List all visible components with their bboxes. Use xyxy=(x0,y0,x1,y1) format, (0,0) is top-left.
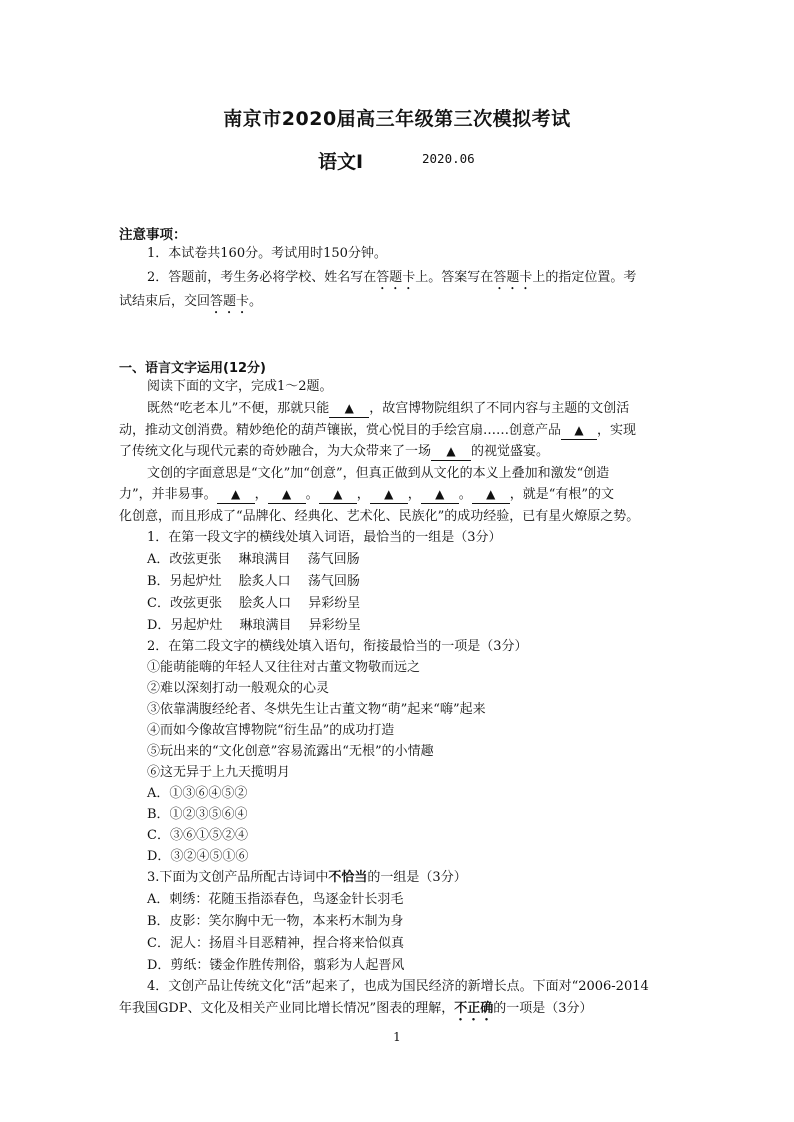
blank-marker: ▲ xyxy=(344,401,354,415)
notice-item-2: 2．答题前，考生务必将学校、姓名写在答题卡上。答案写在答题卡上的指定位置。考 xyxy=(147,270,637,285)
q2-sentence-2: ②难以深刻打动一般观众的心灵 xyxy=(147,681,330,696)
exam-date: 2020.06 xyxy=(422,151,475,166)
blank-marker: ▲ xyxy=(333,487,343,501)
q2-sentence-6: ⑥这无异于上九天揽明月 xyxy=(147,765,291,780)
q2-stem: 2．在第二段文字的横线处填入语句，衔接最恰当的一项是（3分） xyxy=(147,639,528,654)
q2-option-a: A．①③⑥④⑤② xyxy=(147,786,248,801)
q2-sentence-4: ④而如今像故宫博物院“衍生品”的成功打造 xyxy=(147,723,395,738)
passage-p2-line3: 化创意，而且形成了“品牌化、经典化、艺术化、民族化”的成功经验，已有星火燎原之势。 xyxy=(119,509,640,524)
passage-p1-line1: 既然“吃老本儿”不便，那就只能 ▲ ，故宫博物院组织了不同内容与主题的文创活 xyxy=(147,401,630,416)
blank-marker: ▲ xyxy=(486,487,496,501)
q1-option-b: B．另起炉灶 脍炙人口 荡气回肠 xyxy=(147,574,360,589)
q1-option-a: A．改弦更张 琳琅满目 荡气回肠 xyxy=(147,552,360,567)
answer-blank xyxy=(431,443,471,461)
q1-stem: 1．在第一段文字的横线处填入词语，最恰当的一组是（3分） xyxy=(147,530,502,545)
q2-sentence-3: ③依靠满腹经纶者、冬烘先生让古董文物“萌”起来“嗨”起来 xyxy=(147,702,486,717)
notice-item-1: 1．本试卷共160分。考试用时150分钟。 xyxy=(147,246,387,261)
passage-p2-line1: 文创的字面意思是“文化”加“创意”，但真正做到从文化的本义上叠加和激发“创造 xyxy=(147,466,610,481)
answer-blank xyxy=(329,400,369,418)
q4-stem-line2: 年我国GDP、文化及相关产业同比增长情况”图表的理解，不正确的一项是（3分） xyxy=(119,1001,593,1016)
blank-marker: ▲ xyxy=(231,487,241,501)
answer-blank xyxy=(472,486,510,504)
q2-option-d: D．③②④⑤①⑥ xyxy=(147,849,249,864)
q2-option-c: C．③⑥①⑤②④ xyxy=(147,828,248,843)
answer-blank xyxy=(319,486,357,504)
q4-stem-line1: 4．文创产品让传统文化“活”起来了，也成为国民经济的新增长点。下面对“2006-2014 xyxy=(147,979,649,994)
notice-item-2-cont: 试结束后，交回答题卡。 xyxy=(119,294,263,309)
blank-marker: ▲ xyxy=(446,444,456,458)
q2-sentence-5: ⑤玩出来的“文化创意”容易流露出“无根”的小情趣 xyxy=(147,744,434,759)
page-number: 1 xyxy=(393,1030,401,1044)
answer-blank xyxy=(370,486,408,504)
answer-blank xyxy=(561,422,597,440)
passage-p1-line3: 了传统文化与现代元素的奇妙融合，为大众带来了一场 ▲ 的视觉盛宴。 xyxy=(119,444,550,459)
answer-blank xyxy=(421,486,459,504)
notice-heading: 注意事项： xyxy=(119,227,187,243)
section-intro: 阅读下面的文字，完成1～2题。 xyxy=(147,379,333,394)
blank-marker: ▲ xyxy=(435,487,445,501)
blank-marker: ▲ xyxy=(282,487,292,501)
q1-option-d: D．另起炉灶 琳琅满目 异彩纷呈 xyxy=(147,618,361,633)
q3-stem: 3.下面为文创产品所配古诗词中不恰当的一组是（3分） xyxy=(147,870,467,885)
q2-sentence-1: ①能萌能嗨的年轻人又往往对古董文物敬而远之 xyxy=(147,660,421,675)
answer-blank xyxy=(268,486,306,504)
q3-option-b: B．皮影：笑尔胸中无一物，本来朽木制为身 xyxy=(147,914,404,929)
blank-marker: ▲ xyxy=(384,487,394,501)
q3-option-d: D．剪纸：镂金作胜传荆俗，翦彩为人起晋风 xyxy=(147,958,405,973)
answer-blank xyxy=(217,486,255,504)
q1-option-c: C．改弦更张 脍炙人口 异彩纷呈 xyxy=(147,596,361,611)
blank-marker: ▲ xyxy=(574,423,584,437)
exam-title: 南京市2020届高三年级第三次模拟考试 xyxy=(223,108,571,130)
subject-label: 语文Ⅰ xyxy=(318,151,364,173)
q3-option-a: A．刺绣：花随玉指添春色，鸟逐金针长羽毛 xyxy=(147,892,404,907)
q2-option-b: B．①②③⑤⑥④ xyxy=(147,807,248,822)
passage-p2-line2: 力”，并非易事。 ▲ ， ▲ 。 ▲ ， ▲ ， ▲ 。 ▲ ，就是“有根”的文 xyxy=(119,487,615,502)
passage-p1-line2: 动，推动文创消费。精妙绝伦的葫芦镶嵌，赏心悦目的手绘宫扇……创意产品 ▲ ，实现 xyxy=(119,423,637,438)
q3-option-c: C．泥人：扬眉斗目恶精神，捏合将来恰似真 xyxy=(147,936,404,951)
section-heading: 一、语言文字运用(12分) xyxy=(119,361,266,376)
